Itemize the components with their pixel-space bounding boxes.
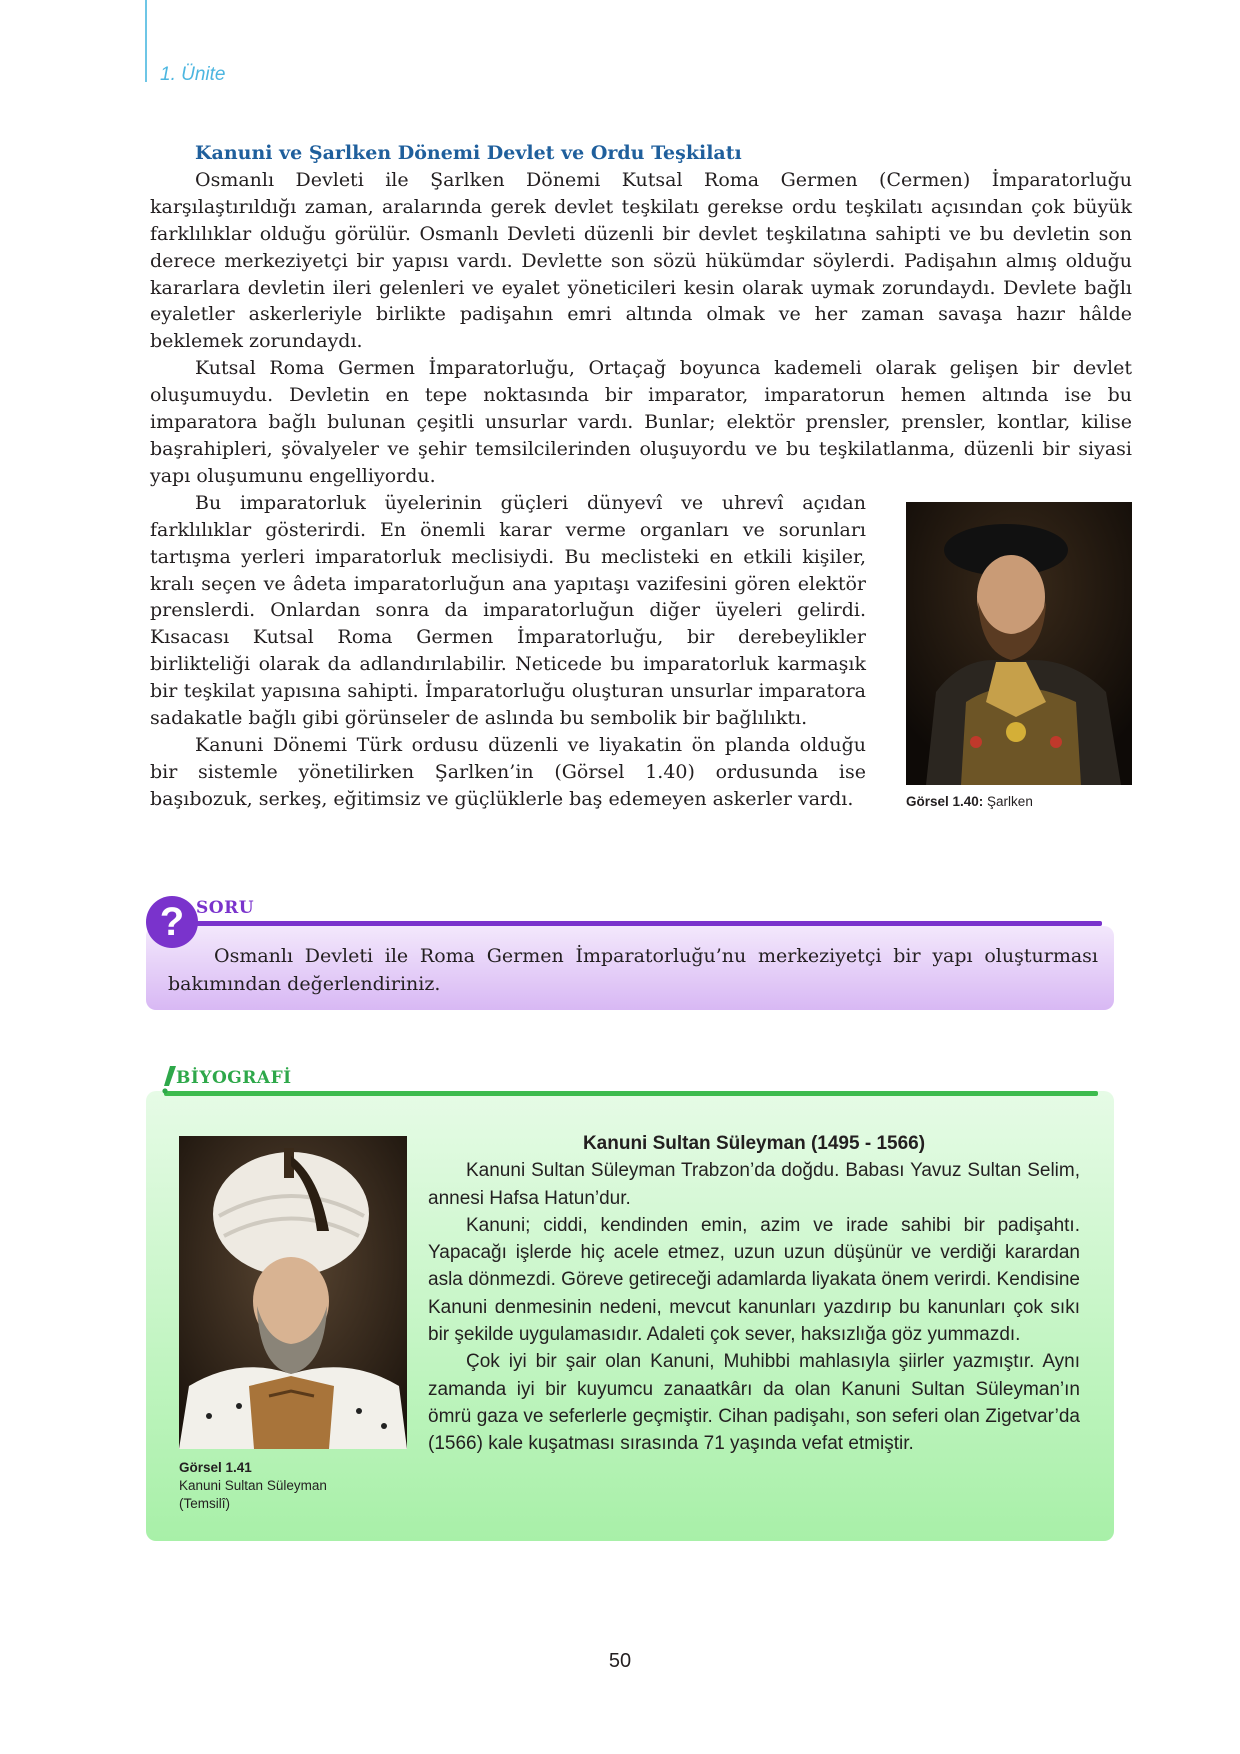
paragraph-2: Kutsal Roma Germen İmparatorluğu, Ortaçağ boyunca kademeli olarak gelişen bir devlet oluşumuydu. Devletin en tepe noktasında bir imparator, imparatorun hemen altında ise bu imparatora bağlı bulunan çeşitli unsurlar vardı. Bunlar; elektör prensler, prensler, kontlar, kilise başrahipleri, şövalyeler ve şehir temsilcilerinden oluşuyordu ve bu teşkilatlanma, düzenli bir siyasi yapı oluşumunu engelliyordu. — [150, 357, 1132, 487]
text-with-figure — [150, 490, 1132, 813]
figure-kanuni — [179, 1136, 407, 1513]
figure-2-name: Kanuni Sultan Süleyman — [179, 1478, 327, 1493]
figure-2-caption — [179, 1459, 407, 1513]
kanuni-portrait — [179, 1136, 407, 1449]
figure-sarlken — [906, 502, 1132, 811]
exclamation-icon — [162, 1066, 176, 1094]
page-number: 50 — [608, 1650, 632, 1672]
figure-2-label: Görsel 1.41 — [179, 1460, 252, 1475]
sarlken-portrait — [906, 502, 1132, 785]
figure-2-note: (Temsilî) — [179, 1496, 230, 1511]
question-title: SORU — [196, 898, 255, 918]
paragraph-3: Bu imparatorluk üyelerinin güçleri dünyevî ve uhrevî açıdan farklılıklar gösterirdi. En önemli karar verme organları ve sorunları tartışma yerleri imparatorluk meclisiydi. Bu meclisteki en etkili kişiler, kralı seçen ve âdeta imparatorluğun ana yapıtaşı vazifesini gören elektör prenslerdi. Onlardan sonra da imparatorluğun diğer üyeleri gelirdi. Kısacası Kutsal Roma Germen İmparatorluğu, bir derebeylikler birlikteliği olarak da adlandırılabilir. Neticede bu imparatorluk karmaşık bir teşkilat yapısına sahipti. İmparatorluğu oluşturan unsurlar imparatora sadakatle bağlı gibi görünseler de aslında bu sembolik bir bağlılıktı. — [150, 491, 866, 730]
figure-1-caption — [906, 793, 1132, 811]
biography-paragraph-2: Kanuni; ciddi, kendinden emin, azim ve irade sahibi bir padişahtı. Yapacağı işlerde hiç acele etmez, uzun uzun düşünür ve verdiği karardan asla dönmezdi. Göreve getireceği adamlarda liyakata önem verirdi. Kendisine Kanuni denmesinin nedeni, mevcut kanunları yazdırıp bu kanunları çok sıkı bir şekilde uygulamasıdır. Adaleti çok sever, haksızlığa göz yummazdı. — [428, 1214, 1080, 1346]
paragraph-4: Kanuni Dönemi Türk ordusu düzenli ve liyakatin ön planda olduğu bir sistemle yönetilirken Şarlken’in (Görsel 1.40) ordusunda ise başıbozuk, serkeş, eğitimsiz ve güçlüklerle baş edemeyen askerler vardı. — [150, 733, 866, 810]
figure-1-label: Görsel 1.40: — [906, 793, 984, 809]
biography-top-line — [164, 1091, 1098, 1096]
biography-text — [428, 1130, 1080, 1458]
main-section — [150, 140, 1132, 813]
biography-title: BİYOGRAFİ — [176, 1068, 292, 1088]
header-rule — [145, 0, 147, 82]
unit-label: 1. Ünite — [160, 64, 226, 85]
figure-1-caption-text: Şarlken — [983, 793, 1033, 809]
question-mark-icon: ? — [146, 896, 198, 948]
section-title: Kanuni ve Şarlken Dönemi Devlet ve Ordu Teşkilatı — [195, 142, 742, 164]
question-text-block — [168, 942, 1098, 998]
biography-paragraph-1: Kanuni Sultan Süleyman Trabzon’da doğdu. Babası Yavuz Sultan Selim, annesi Hafsa Hatun’dur. — [428, 1160, 1080, 1209]
biography-heading: Kanuni Sultan Süleyman (1495 - 1566) — [582, 1133, 926, 1154]
text-column — [150, 490, 866, 813]
biography-paragraph-3: Çok iyi bir şair olan Kanuni, Muhibbi mahlasıyla şiirler yazmıştır. Aynı zamanda iyi bir kuyumcu zanaatkârı da olan Kanuni Sultan Süleyman’ın ömrü gaza ve seferlerle geçmiştir. Cihan padişahı, son seferi olan Zigetvar’da (1566) kale kuşatması sırasında 71 yaşında vefat etmiştir. — [428, 1351, 1080, 1455]
question-top-line — [174, 921, 1102, 926]
paragraph-1: Osmanlı Devleti ile Şarlken Dönemi Kutsal Roma Germen (Cermen) İmparatorluğu karşılaştırıldığı zaman, aralarında gerek devlet teşkilatı gerekse ordu teşkilatı açısından çok büyük farklılıklar olduğu görülür. Osmanlı Devleti düzenli bir devlet teşkilatına sahipti ve bu devletin son derece merkeziyetçi bir yapısı vardı. Devlette son sözü hükümdar söylerdi. Padişahın almış olduğu kararlara devletin ileri gelenleri ve eyalet yöneticileri kesin olarak uymak zorundaydı. Devlete bağlı eyaletler askerleriyle birlikte padişahın emri altında olmak ve her zaman savaşa hazır hâlde beklemek zorundaydı. — [150, 168, 1132, 353]
question-text: Osmanlı Devleti ile Roma Germen İmparatorluğu’nu merkeziyetçi bir yapı oluşturması bakımından değerlendiriniz. — [168, 945, 1098, 995]
